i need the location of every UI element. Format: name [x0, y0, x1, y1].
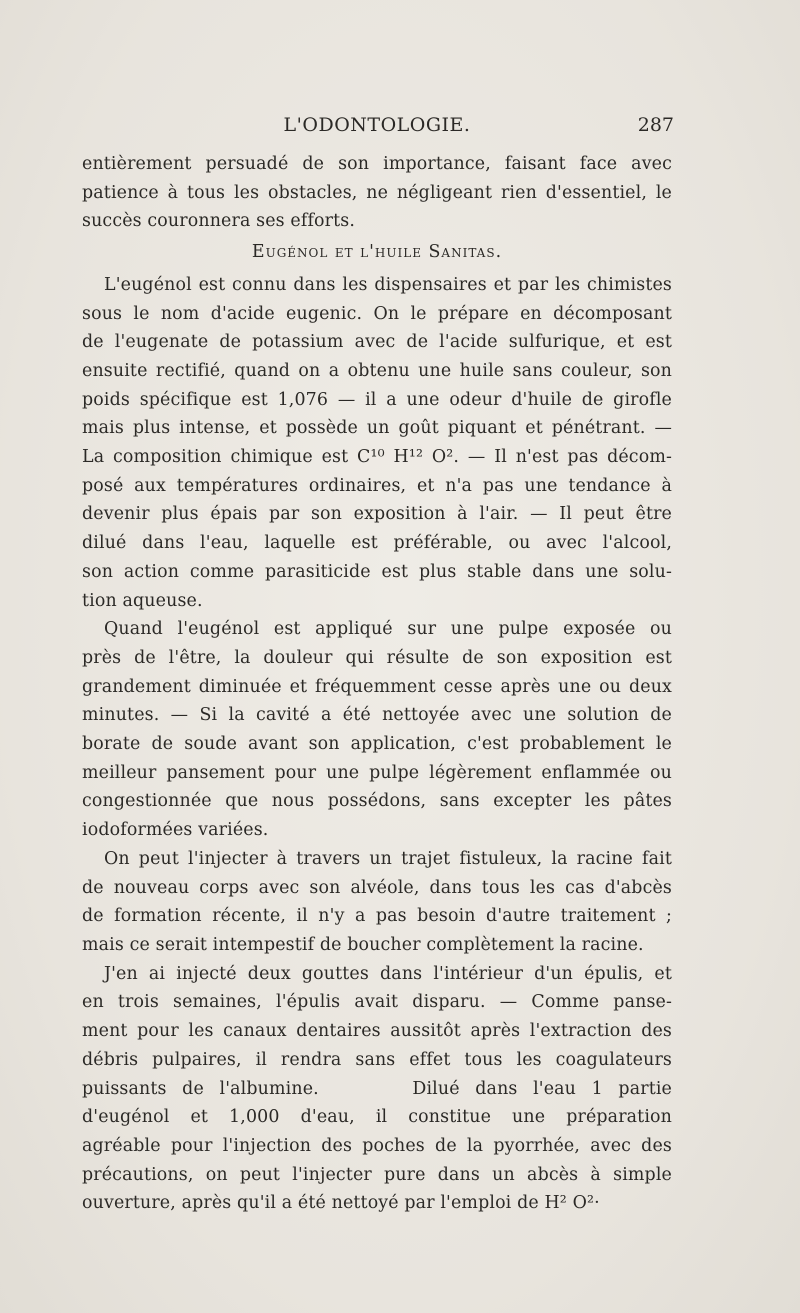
text-line: ment pour les canaux dentaires aussitôt après l'extraction des	[82, 1021, 672, 1042]
paragraph	[82, 845, 672, 960]
text-line: de formation récente, il n'y a pas besoin d'autre traitement ;	[82, 906, 672, 927]
text-line: son action comme parasiticide est plus stable dans une solu-	[82, 561, 672, 582]
text-line: borate de soude avant son application, c'est probablement le	[82, 734, 672, 755]
text-line: succès couronnera ses efforts.	[82, 211, 356, 232]
text-line: précautions, on peut l'injecter pure dans un abcès à simple	[82, 1164, 672, 1185]
text-line: Quand l'eugénol est appliqué sur une pulpe exposée ou	[104, 619, 672, 640]
text-line: entièrement persuadé de son importance, faisant face avec	[82, 154, 672, 174]
running-title: L'ODONTOLOGIE.	[283, 114, 471, 136]
text-line: de nouveau corps avec son alvéole, dans tous les cas d'abcès	[82, 877, 672, 898]
paragraph-continued	[82, 150, 672, 236]
text-line: dilué dans l'eau, laquelle est préférable, ou avec l'alcool,	[82, 533, 672, 554]
text-line: meilleur pansement pour une pulpe légèrement enflammée ou	[82, 762, 672, 783]
text-line: L'eugénol est connu dans les dispensaires et par les chimistes	[104, 274, 672, 295]
section-heading-text: Eugénol et l'huile Sanitas.	[251, 242, 503, 263]
paragraph	[82, 960, 672, 1218]
paragraph	[82, 271, 672, 615]
text-line: minutes. — Si la cavité a été nettoyée avec une solution de	[82, 705, 672, 726]
text-line: agréable pour l'injection des poches de la pyorrhée, avec des	[82, 1135, 672, 1156]
text-line: de l'eugenate de potassium avec de l'acide sulfurique, et est	[82, 332, 672, 353]
text-line: ensuite rectifié, quand on a obtenu une huile sans couleur, son	[82, 360, 672, 381]
text-line: posé aux températures ordinaires, et n'a pas une tendance à	[82, 475, 672, 496]
text-line: en trois semaines, l'épulis avait disparu. — Comme panse-	[82, 992, 672, 1013]
running-head	[82, 113, 672, 137]
text-line: iodoformées variées.	[82, 820, 269, 841]
text-line: mais ce serait intempestif de boucher complètement la racine.	[82, 934, 644, 955]
text-line: On peut l'injecter à travers un trajet fistuleux, la racine fait	[104, 848, 672, 869]
text-line: ouverture, après qu'il a été nettoyé par l'emploi de H² O²·	[82, 1193, 600, 1214]
text-line: La composition chimique est C¹⁰ H¹² O². — Il n'est pas décom-	[82, 447, 672, 468]
text-line: poids spécifique est 1,076 — il a une odeur d'huile de girofle	[82, 389, 672, 410]
text-line: d'eugénol et 1,000 d'eau, il constitue une préparation	[82, 1107, 672, 1128]
text-line: grandement diminuée et fréquemment cesse après une ou deux	[82, 676, 672, 697]
text-line: mais plus intense, et possède un goût piquant et pénétrant. —	[82, 418, 672, 439]
text-line: congestionnée que nous possédons, sans excepter les pâtes	[82, 791, 672, 812]
section-heading	[82, 238, 672, 267]
text-line: débris pulpaires, il rendra sans effet tous les coagulateurs	[82, 1049, 672, 1070]
paragraph	[82, 615, 672, 845]
text-line: sous le nom d'acide eugenic. On le prépare en décomposant	[82, 303, 672, 324]
text-line: J'en ai injecté deux gouttes dans l'intérieur d'un épulis, et	[104, 963, 672, 984]
body-text	[82, 150, 672, 1218]
text-line: devenir plus épais par son exposition à l'air. — Il peut être	[82, 504, 672, 525]
text-line: près de l'être, la douleur qui résulte de son exposition est	[82, 647, 672, 668]
text-line: tion aqueuse.	[82, 590, 203, 611]
text-line: puissants de l'albumine. Dilué dans l'eau 1 partie	[82, 1078, 672, 1099]
text-line: patience à tous les obstacles, ne négligeant rien d'essentiel, le	[82, 182, 672, 203]
page-number: 287	[637, 114, 674, 136]
